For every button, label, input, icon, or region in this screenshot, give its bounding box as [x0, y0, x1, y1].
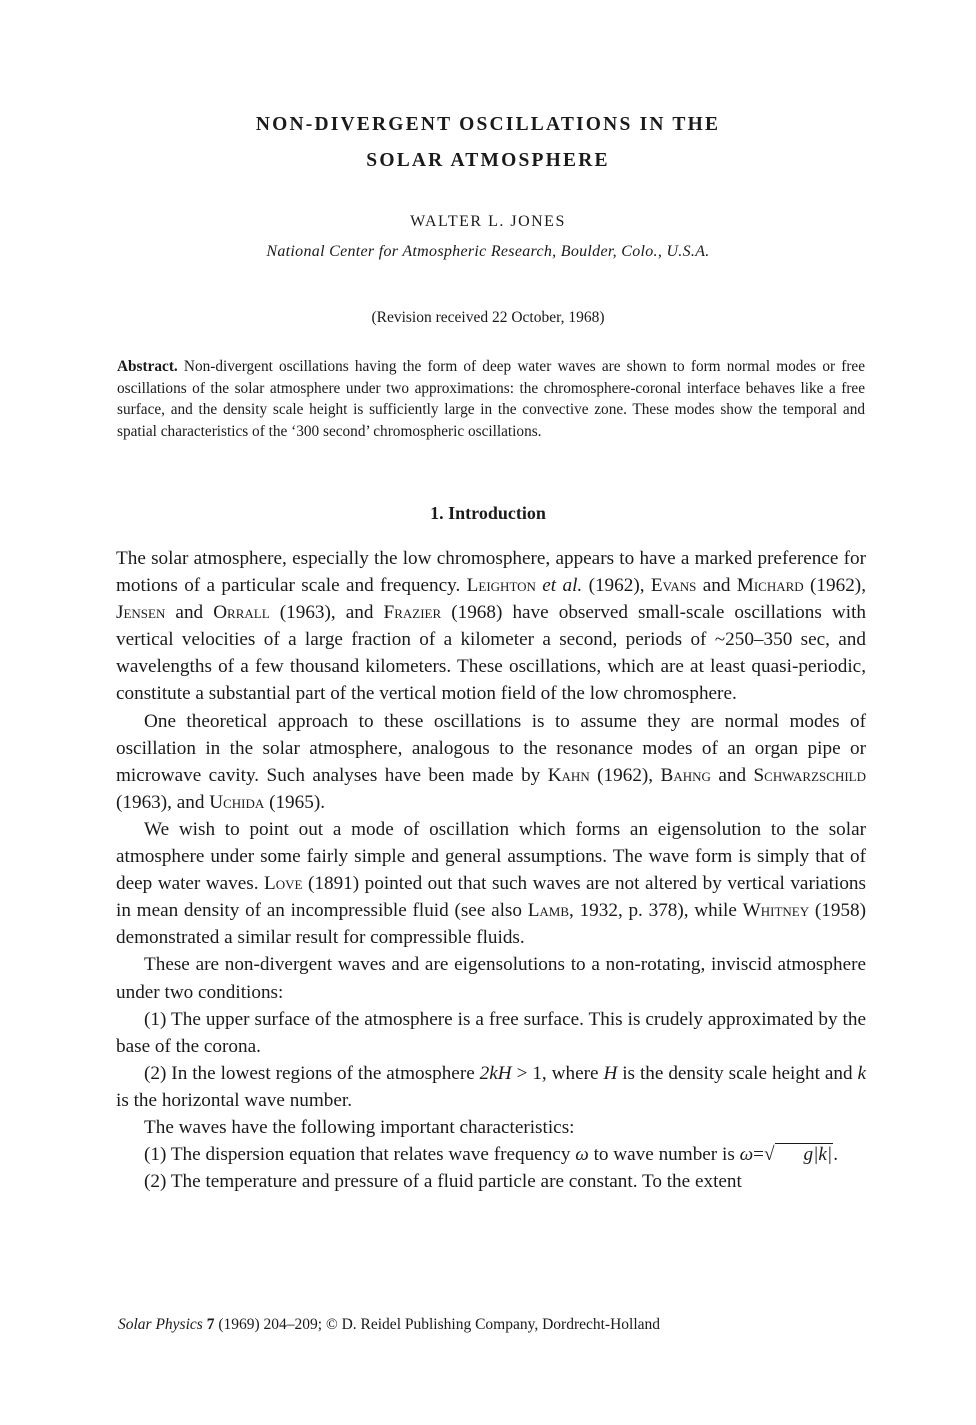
- journal-citation: (1969) 204–209; © D. Reidel Publishing Company, Dordrecht-Holland: [214, 1316, 661, 1333]
- text-span: (1962),: [803, 575, 866, 597]
- title-line-2: SOLAR ATMOSPHERE: [366, 150, 610, 171]
- title-line-1: NON-DIVERGENT OSCILLATIONS IN THE: [255, 114, 721, 135]
- characteristic-2: (2) The temperature and pressure of a fluid particle are constant. To the extent: [144, 1171, 742, 1193]
- cite-bahng: Bahng: [660, 764, 711, 786]
- text-span: and: [710, 764, 754, 786]
- text-span: and: [165, 602, 214, 624]
- text-span: is the density scale height and: [617, 1062, 858, 1084]
- sqrt-radicand: g|k|: [775, 1143, 834, 1165]
- cite-kahn: Kahn: [547, 764, 590, 786]
- author: WALTER L. JONES: [410, 213, 566, 230]
- abstract-text: Non-divergent oscillations having the form of deep water waves are shown to form normal modes or free oscillations of the solar atmosphere under two approximations: the chromosphere-coronal interface behaves like a free surface, and the density scale height is sufficiently large in the convective zone. These modes show the temporal and spatial characteristics of the ‘300 second’ chromospheric oscillations.: [117, 358, 865, 440]
- text-span: and: [696, 575, 737, 597]
- paragraph-1: [116, 545, 866, 708]
- cite-michard: Michard: [736, 575, 804, 597]
- paragraph-4: These are non-divergent waves and are eigensolutions to a non-rotating, inviscid atmosphere under two conditions:: [116, 954, 866, 1003]
- text-span: We wish to point out a mode of oscillation which forms an eigensolution to the solar atmosphere under some fairly simple and general assumptions. The wave form is simply that of deep water waves.: [116, 818, 866, 895]
- condition-2: [116, 1060, 866, 1114]
- text-span: .: [833, 1144, 838, 1166]
- body-text: [116, 545, 866, 1195]
- text-span: (1958) demonstrated a similar result for compressible fluids.: [116, 900, 867, 949]
- cite-uchida: Uchida: [209, 791, 265, 813]
- text-span: (1962),: [582, 575, 651, 597]
- affiliation: National Center for Atmospheric Research, Boulder, Colo., U.S.A.: [266, 243, 710, 260]
- math-var-h: H: [603, 1062, 618, 1084]
- journal-footer: [118, 1316, 868, 1334]
- text-span: (1968) have observed small-scale oscillations with vertical velocities of a large fraction of a kilometer a second, periods of ~250–350 sec, and wavelengths of a few thousand kilometers. These oscillations, which are at least quasi-periodic, constitute a substantial part of the vertical motion field of the low chromosphere.: [116, 602, 866, 705]
- cite-evans: Evans: [650, 575, 697, 597]
- text-span: (1) The dispersion equation that relates wave frequency: [144, 1144, 576, 1166]
- paragraph-3: [116, 816, 866, 951]
- cite-frazier: Frazier: [383, 602, 442, 624]
- revision-date: (Revision received 22 October, 1968): [371, 309, 605, 326]
- text-span: (1965).: [264, 791, 326, 813]
- text-span: (1891) pointed out that such waves are not altered by vertical variations in mean density of an incompressible fluid (see also: [116, 873, 866, 922]
- abstract-label: Abstract.: [117, 358, 178, 375]
- cite-orrall: Orrall: [213, 602, 270, 624]
- text-span: > 1, where: [511, 1062, 604, 1084]
- cite-jensen: Jensen: [116, 602, 166, 624]
- math-expr: 2kH: [479, 1062, 512, 1084]
- text-span: is the horizontal wave number.: [116, 1089, 353, 1111]
- journal-volume: 7: [206, 1316, 215, 1333]
- cite-whitney: Whitney: [742, 900, 810, 922]
- text-span: , 1932, p. 378), while: [569, 900, 743, 922]
- text-span: The solar atmosphere, especially the low chromosphere, appears to have a marked preference for motions of a particular scale and frequency.: [116, 548, 866, 597]
- cite-lamb: Lamb: [527, 900, 570, 922]
- journal-name: Solar Physics: [118, 1316, 203, 1333]
- paragraph-characteristics: The waves have the following important characteristics:: [144, 1116, 575, 1138]
- equals-sign: =: [753, 1144, 764, 1166]
- cite-leighton: Leighton: [466, 575, 536, 597]
- math-omega: ω: [739, 1144, 754, 1166]
- text-span: to wave number is: [588, 1144, 740, 1166]
- etal: et al.: [542, 575, 583, 597]
- abstract: [117, 356, 865, 442]
- text-span: (1963), and: [116, 791, 210, 813]
- math-omega: ω: [575, 1144, 589, 1166]
- condition-1: (1) The upper surface of the atmosphere is a free surface. This is crudely approximated by the base of the corona.: [116, 1008, 866, 1057]
- cite-schwarzschild: Schwarzschild: [753, 764, 866, 786]
- text-span: One theoretical approach to these oscillations is to assume they are normal modes of oscillation in the solar atmosphere, analogous to the resonance modes of an organ pipe or microwave cavity. Such analyses have been made by: [116, 710, 866, 786]
- math-var-k: k: [857, 1062, 866, 1084]
- paragraph-2: [116, 708, 866, 816]
- text-span: (2) In the lowest regions of the atmosphere: [144, 1062, 480, 1084]
- text-span: (1962),: [589, 764, 661, 786]
- section-heading: 1. Introduction: [430, 503, 546, 523]
- cite-love: Love: [264, 873, 303, 895]
- text-span: (1963), and: [269, 602, 384, 624]
- characteristic-1: (1) The dispersion equation that relates wave frequency ω to wave number is ω=√ g|k|.: [144, 1144, 838, 1166]
